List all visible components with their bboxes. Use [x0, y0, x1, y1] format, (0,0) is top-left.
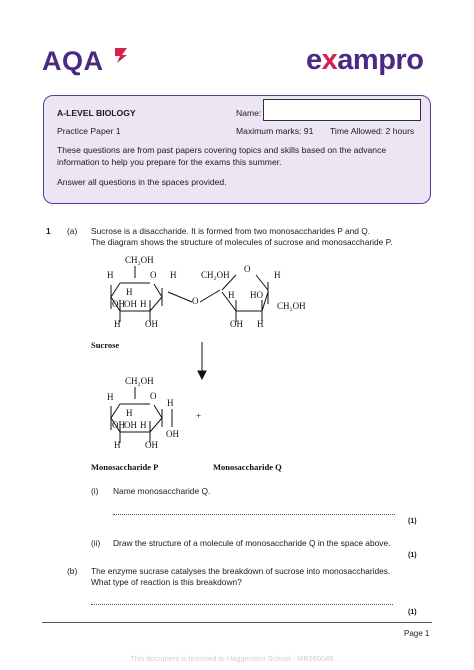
atom-label: CH₂OH [125, 255, 154, 265]
atom-label: H [107, 270, 114, 280]
sub-question-ii-text: Draw the structure of a molecule of monosaccharide Q in the space above. [113, 538, 391, 548]
part-b-line-2: What type of reaction is this breakdown? [91, 577, 242, 587]
exampro-logo: exampro [306, 44, 424, 76]
bond [168, 292, 192, 302]
atom-label: H [140, 420, 147, 430]
part-b-line-1: The enzyme sucrase catalyses the breakdown of sucrose into monosaccharides. [91, 566, 391, 576]
max-marks: Maximum marks: 91 [236, 126, 314, 136]
monosaccharide-p-label: Monosaccharide P [91, 462, 159, 472]
atom-label: OH [166, 429, 179, 439]
atom-label: H [170, 270, 177, 280]
page-number: Page 1 [404, 629, 430, 638]
licence-watermark: This document is licensed to Haggerston School - MB260045 [130, 654, 334, 663]
name-label: Name: [236, 108, 262, 118]
mark-i: (1) [408, 518, 417, 525]
intro-line-1: These questions are from past papers covering topics and skills based on the advance [57, 145, 387, 155]
question-number: 1 [46, 226, 51, 236]
mark-ii: (1) [408, 552, 417, 559]
sub-question-i-number: (i) [91, 486, 99, 496]
atom-label: H [140, 299, 147, 309]
atom-label: OH [124, 299, 137, 309]
bond [150, 297, 162, 311]
sucrose-label: Sucrose [91, 340, 120, 350]
atom-label: O [192, 296, 199, 306]
atom-label: CH₂OH [277, 301, 306, 311]
atom-label: HO [250, 290, 263, 300]
plus-sign: + [196, 411, 202, 421]
answer-line-b[interactable] [91, 604, 393, 605]
atom-label: OH [124, 420, 137, 430]
atom-label: OH [145, 440, 158, 450]
atom-label: H [114, 440, 121, 450]
mark-b: (1) [408, 609, 417, 616]
atom-label: H [114, 319, 121, 329]
atom-label: CH₂OH [125, 376, 154, 386]
bond [111, 404, 120, 418]
atom-label: OH [112, 299, 125, 309]
atom-label: H [228, 290, 235, 300]
bond [154, 405, 162, 418]
part-b-label: (b) [67, 566, 78, 576]
bond [111, 283, 120, 297]
atom-label: O [244, 264, 251, 274]
atom-label: H [274, 270, 281, 280]
atom-label: O [150, 270, 157, 280]
sub-question-i-text: Name monosaccharide Q. [113, 486, 211, 496]
subject-title: A-LEVEL BIOLOGY [57, 108, 136, 118]
sub-question-ii-number: (ii) [91, 538, 101, 548]
bond [200, 290, 220, 302]
time-allowed: Time Allowed: 2 hours [330, 126, 415, 136]
atom-label: H [257, 319, 264, 329]
paper-name: Practice Paper 1 [57, 126, 121, 136]
answer-line-i[interactable] [113, 514, 395, 515]
atom-label: H [167, 398, 174, 408]
atom-label: OH [112, 420, 125, 430]
atom-label: O [150, 391, 157, 401]
aqa-logo: AQA [42, 46, 104, 76]
bond [154, 284, 162, 297]
question-stem-line-2: The diagram shows the structure of molecules of sucrose and monosaccharide P. [91, 237, 393, 247]
question-stem-line-1: Sucrose is a disaccharide. It is formed from two monosaccharides P and Q. [91, 226, 371, 236]
atom-label: H [126, 287, 133, 297]
atom-label: OH [145, 319, 158, 329]
bond [150, 418, 162, 432]
part-a-label: (a) [67, 226, 78, 236]
instruction-text: Answer all questions in the spaces provided. [57, 177, 227, 187]
atom-label: CH₂OH [201, 270, 230, 280]
intro-line-2: information to help you prepare for the exams this summer. [57, 157, 282, 167]
atom-label: H [107, 392, 114, 402]
atom-label: H [126, 408, 133, 418]
arrow-head-icon [198, 371, 206, 379]
monosaccharide-q-label: Monosaccharide Q [213, 462, 282, 472]
bond [256, 275, 268, 290]
footer-divider [42, 622, 432, 623]
atom-label: OH [230, 319, 243, 329]
